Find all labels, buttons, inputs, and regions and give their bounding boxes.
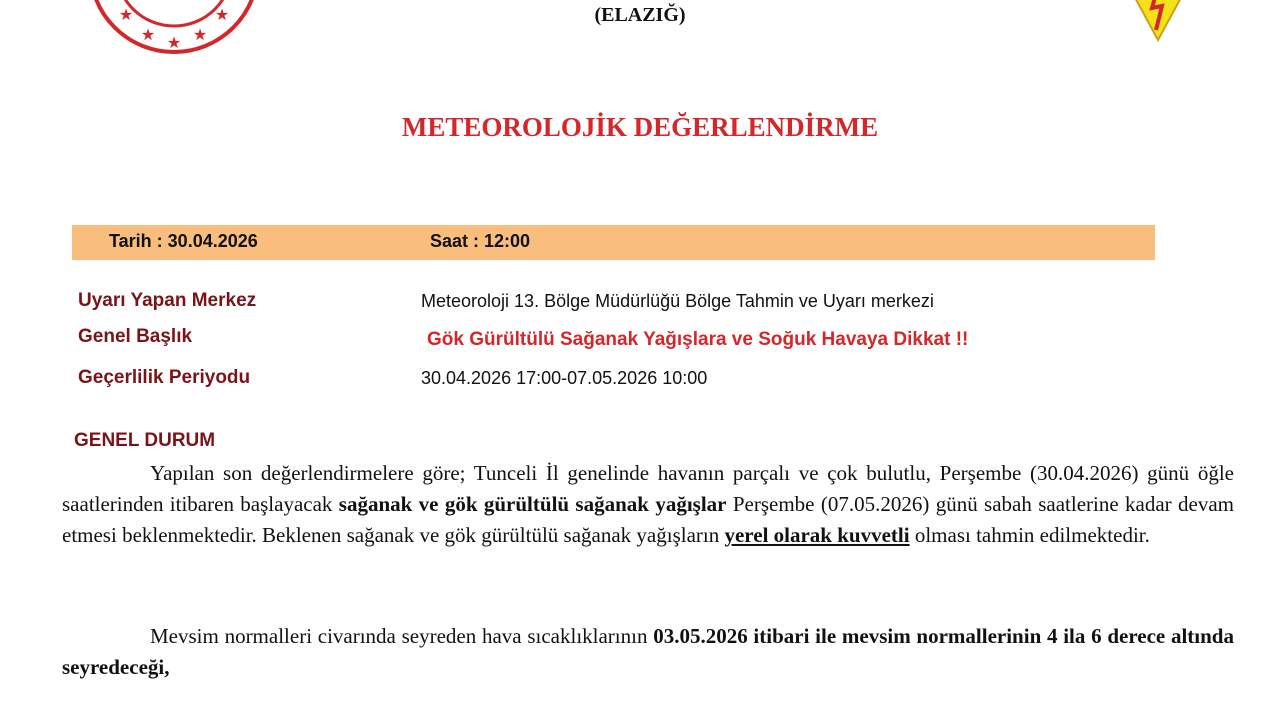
field-value-validity: 30.04.2026 17:00-07.05.2026 10:00 <box>421 368 708 388</box>
document-title: METEOROLOJİK DEĞERLENDİRME <box>401 112 879 142</box>
section-title: GENEL DURUM <box>74 430 216 451</box>
p2-text: Mevsim normalleri civarında seyreden hava sıcaklıklarının <box>150 624 654 648</box>
p1-underlined: yerel olarak kuvvetli <box>724 523 910 547</box>
p2-bold: 03.05.2026 itibari ile mevsim normallerinin 4 ila 6 derece altında seyredeceği, <box>62 624 1234 679</box>
headline-text: Gök Gürültülü Sağanak Yağışlara ve Soğuk Havaya Dikkat <box>427 329 951 350</box>
field-label-headline: Genel Başlık <box>78 326 193 347</box>
p1-text2: Perşembe (07.05.2026) günü sabah saatlerine kadar devam etmesi beklenmektedir. Beklenen sağanak ve gök gürültülü sağanak yağışların <box>62 492 1234 547</box>
field-value-center: Meteoroloji 13. Bölge Müdürlüğü Bölge Tahmin ve Uyarı merkezi <box>421 291 934 311</box>
p1-text: Yapılan son değerlendirmelere göre; Tunceli İl genelinde havanın parçalı ve çok bulutlu, Perşembe (30.04.2026) günü öğle saatlerinden itibaren başlayacak <box>62 461 1234 516</box>
date-time-bar <box>72 225 1155 260</box>
svg-text:★: ★ <box>166 35 182 52</box>
p1-text3: olması tahmin edilmektedir. <box>909 523 1150 547</box>
svg-text:★: ★ <box>140 27 156 44</box>
svg-text:★: ★ <box>118 7 134 24</box>
field-label-center: Uyarı Yapan Merkez <box>78 290 257 311</box>
svg-text:★: ★ <box>192 27 208 44</box>
paragraph-general <box>62 458 1234 551</box>
time-label: Saat : 12:00 <box>430 231 531 251</box>
field-label-validity: Geçerlilik Periyodu <box>78 367 251 388</box>
date-label: Tarih : 30.04.2026 <box>109 231 258 251</box>
svg-text:★: ★ <box>214 7 230 24</box>
headline-exclaim: !! <box>955 329 969 350</box>
paragraph-temperature <box>62 621 1234 683</box>
field-value-headline <box>427 329 968 351</box>
header-city: (ELAZIĞ) <box>594 4 686 26</box>
p1-bold: sağanak ve gök gürültülü sağanak yağışlar <box>338 492 727 516</box>
